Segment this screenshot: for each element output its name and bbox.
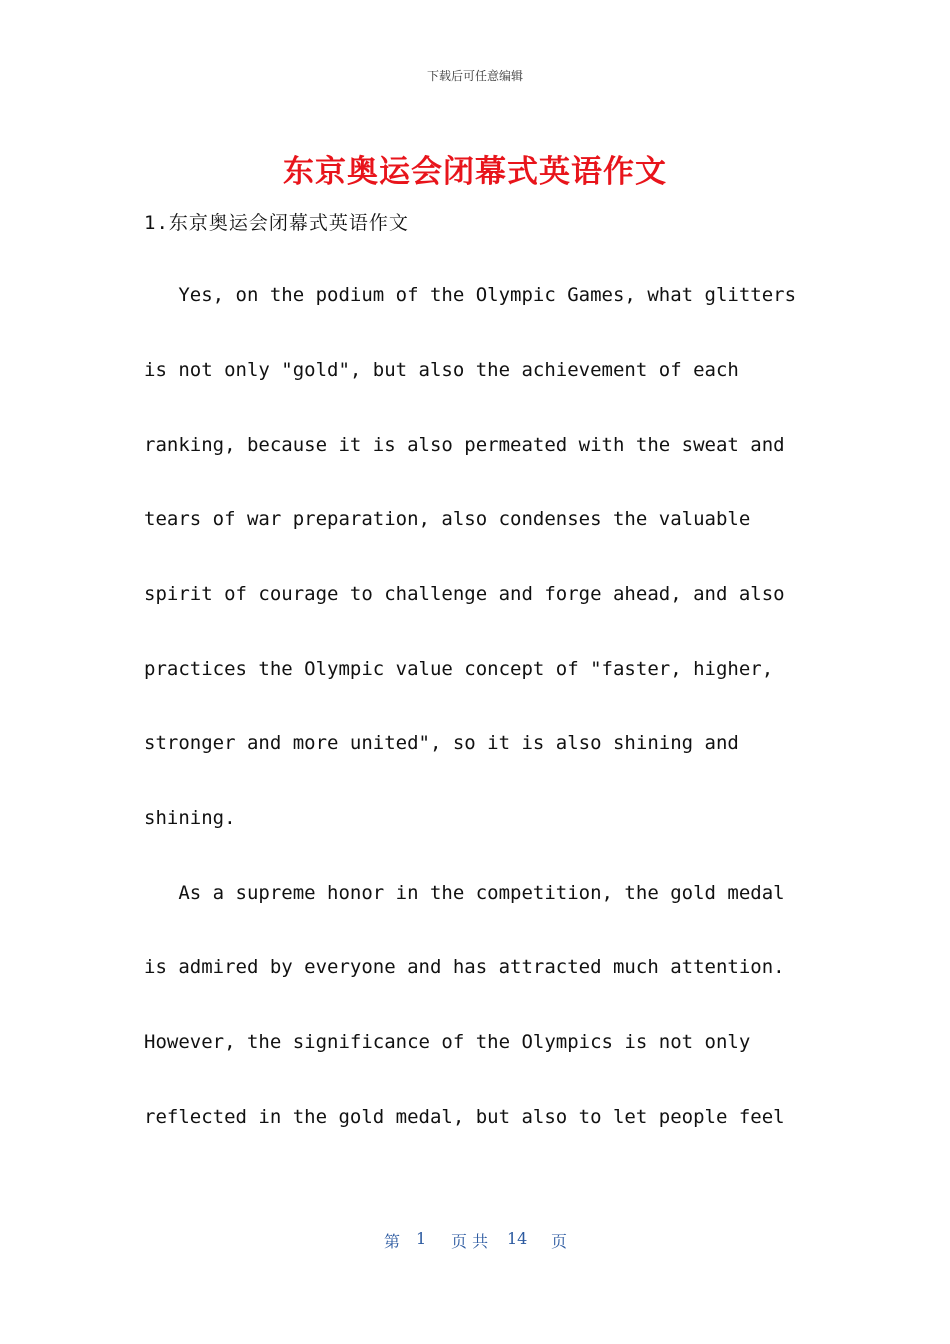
footer-total-pages: 14 bbox=[507, 1229, 528, 1248]
footer-label-of: 页 共 bbox=[451, 1232, 489, 1251]
text-line: spirit of courage to challenge and forge ahead, and also bbox=[144, 583, 785, 605]
text-line: practices the Olympic value concept of "faster, higher, bbox=[144, 658, 774, 680]
text-line: reflected in the gold medal, but also to let people feel bbox=[144, 1106, 785, 1128]
text-line: ranking, because it is also permeated with the sweat and bbox=[144, 434, 785, 456]
text-line: However, the significance of the Olympics is not only bbox=[144, 1031, 751, 1053]
text-line: stronger and more united", so it is also shining and bbox=[144, 732, 739, 754]
text-line: shining. bbox=[144, 807, 236, 829]
text-line: is admired by everyone and has attracted much attention. bbox=[144, 956, 785, 978]
footer-page-number: 1 bbox=[416, 1229, 427, 1248]
footer-label-pages: 页 bbox=[551, 1232, 568, 1251]
document-title: 东京奥运会闭幕式英语作文 bbox=[283, 154, 667, 190]
text-line: As a supreme honor in the competition, the gold medal bbox=[144, 882, 785, 904]
page-header-note: 下载后可任意编辑 bbox=[426, 69, 523, 83]
section-heading: 1.东京奥运会闭幕式英语作文 bbox=[144, 212, 409, 234]
text-line: is not only "gold", but also the achievement of each bbox=[144, 359, 739, 381]
footer-label-page: 第 bbox=[384, 1232, 401, 1251]
text-line: Yes, on the podium of the Olympic Games, what glitters bbox=[144, 284, 797, 306]
text-line: tears of war preparation, also condenses the valuable bbox=[144, 508, 751, 530]
